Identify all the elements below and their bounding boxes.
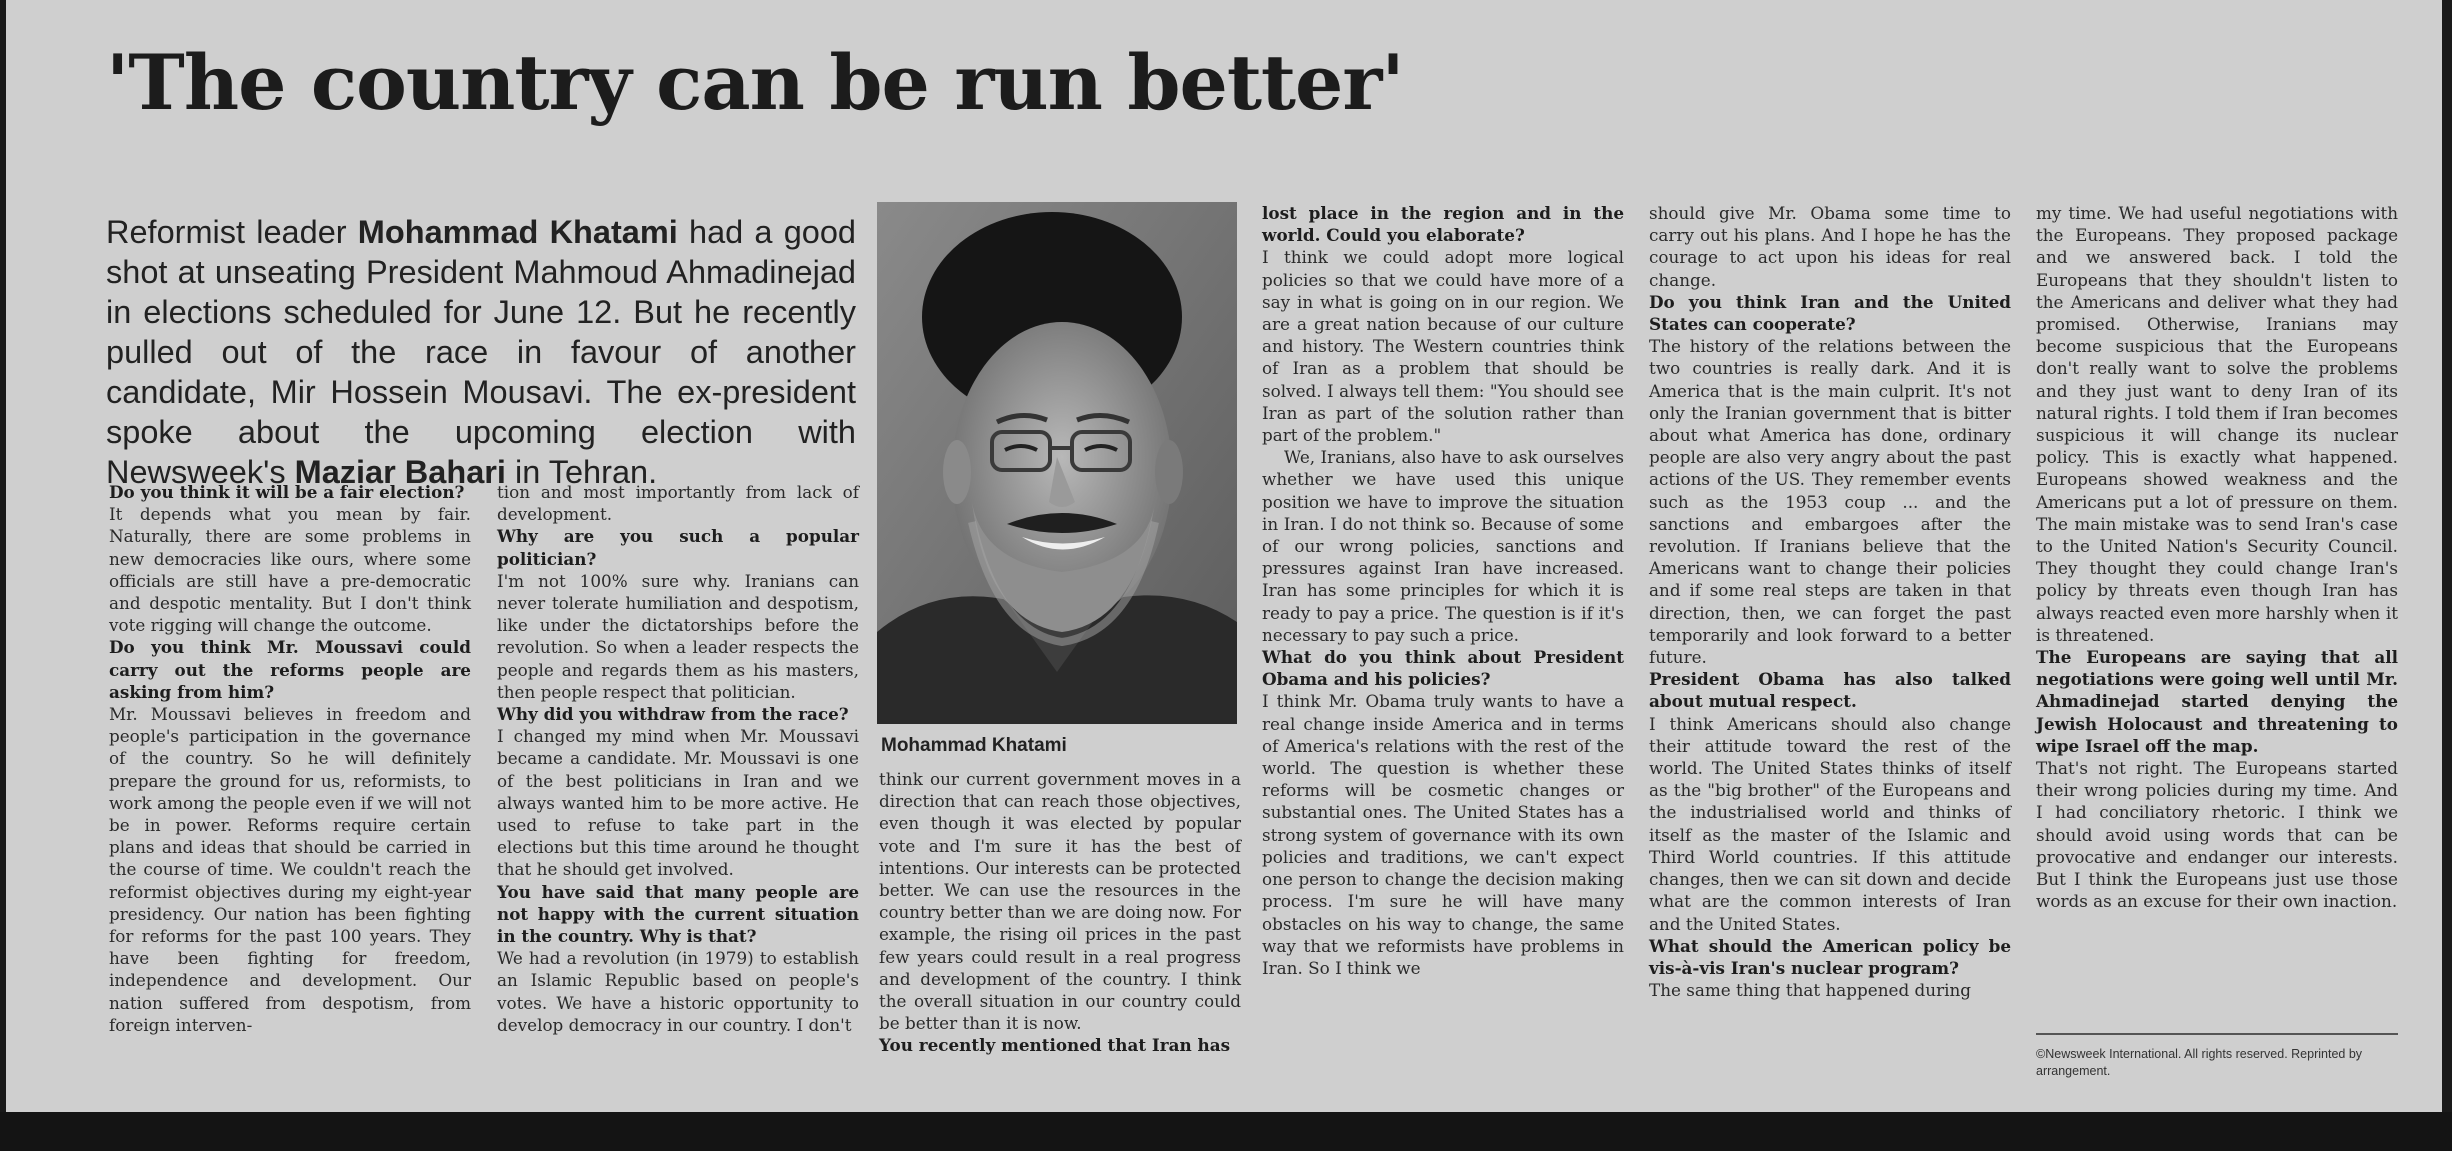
question: lost place in the region and in the world. Could you elaborate? <box>1262 203 1624 246</box>
article-column-3 <box>879 768 1241 1057</box>
intro-paragraph <box>106 212 856 492</box>
answer: I think Mr. Obama truly wants to have a real change inside America and in terms of America's relations with the rest of the world. The question is whether these reforms will be cosmetic changes or substantial ones. The United States has a strong system of governance with its own policies and traditions, we can't expect one person to change the decision making process. I'm sure he will have many obstacles on his way to change, the same way that we reformists have problems in Iran. So I think we <box>1262 691 1624 978</box>
answer: tion and most importantly from lack of development. <box>497 482 859 525</box>
article-column-4 <box>1262 202 1624 979</box>
question: You have said that many people are not happy with the current situation in the country. Why is that? <box>497 881 859 947</box>
article-column-6 <box>2036 202 2398 913</box>
portrait-photo <box>877 202 1237 724</box>
question: Do you think it will be a fair election? <box>109 482 465 502</box>
intro-text: had a good shot at unseating President Mahmoud Ahmadinejad in elections scheduled for June 12. But he recently pulled out of the race in favour of another candidate, Mir Hossein Mousavi. The ex-president spoke about the upcoming election with Newsweek's <box>106 214 856 490</box>
interviewee-name: Mohammad Khatami <box>357 214 678 250</box>
answer: I think we could adopt more logical policies so that we could have more of a say in what is going on in our region. We are a great nation because of our culture and history. The Western countries think of Iran as a problem that should be solved. I always tell them: "You should see Iran as part of the solution rather than part of the problem." <box>1262 247 1624 446</box>
answer: think our current government moves in a direction that can reach those objectives, even though it was elected by popular vote and I'm sure it has the best of intentions. Our interests can be protected better. We can use the resources in the country better than we are doing now. For example, the rising oil prices in the past few years could result in a real progress and development of the country. I think the overall situation in our country could be better than it is now. <box>879 769 1241 1034</box>
newspaper-page <box>6 0 2442 1120</box>
question: Do you think Mr. Moussavi could carry out the reforms people are asking from him? <box>109 637 471 702</box>
answer: It depends what you mean by fair. Naturally, there are some problems in new democracies like ours, where some officials are still have a pre-democratic and despotic mentality. But I don't think vote rigging will change the outcome. <box>109 504 471 636</box>
reporter-name: Maziar Bahari <box>294 454 506 490</box>
intro-text: in Tehran. <box>505 454 658 490</box>
portrait-illustration <box>877 202 1237 724</box>
photo-caption: Mohammad Khatami <box>881 735 1067 756</box>
question: Do you think Iran and the United States can cooperate? <box>1649 291 2011 335</box>
answer: I changed my mind when Mr. Moussavi became a candidate. Mr. Moussavi is one of the best politicians in Iran and we always wanted him to be more active. He used to refuse to take part in the elections but this time around he thought that he should get involved. <box>497 726 859 880</box>
answer: We had a revolution (in 1979) to establish an Islamic Republic based on people's votes. We have a historic opportunity to develop democracy in our country. I don't <box>497 948 859 1035</box>
answer: Mr. Moussavi believes in freedom and people's participation in the governance of the country. So he will definitely prepare the ground for us, reformists, to work among the people even if we will not be in power. Reforms require certain plans and ideas that should be carried in the course of time. We couldn't reach the reformist objectives during my eight-year presidency. Our nation has been fighting for reforms for the past 100 years. They have been fighting for freedom, independence and development. Our nation suffered from despotism, from foreign interven- <box>109 704 471 1035</box>
answer: The history of the relations between the two countries is really dark. And it is America that is the main culprit. It's not only the Iranian government that is bitter about what America has done, ordinary people are also very angry about the past actions of the US. They remember events such as the 1953 coup ... and the sanctions and embargoes after the revolution. If Iranians believe that the Americans want to change their policies and if some real steps are taken in that direction, then, we can forget the past temporarily and look forward to a better future. <box>1649 336 2011 668</box>
copyright-notice: ©Newsweek International. All rights reserved. Reprinted by arrangement. <box>2036 1047 2363 1078</box>
question: You recently mentioned that Iran has <box>879 1035 1231 1056</box>
answer: should give Mr. Obama some time to carry out his plans. And I hope he has the courage to act upon his ideas for real change. <box>1649 203 2011 290</box>
answer: I'm not 100% sure why. Iranians can never tolerate humiliation and despotism, like under the dictatorships before the revolution. So when a leader respects the people and regards them as his masters, then people respect that politician. <box>497 570 859 702</box>
article-column-2 <box>497 481 859 1036</box>
answer: We, Iranians, also have to ask ourselves whether we have used this unique position we have to improve the situation in Iran. I do not think so. Because of some of our wrong policies, sanctions and pressures against Iran have increased. Iran has some principles for which it is ready to pay a price. The question is if it's necessary to pay such a price. <box>1262 447 1624 645</box>
answer: That's not right. The Europeans started their wrong policies during my time. And I had conciliatory rhetoric. I think we should avoid using words that can be provocative and endanger our interests. But I think the Europeans just use those words as an excuse for their own inaction. <box>2036 758 2398 912</box>
answer: The same thing that happened during <box>1649 980 1972 1001</box>
answer: I think Americans should also change their attitude toward the rest of the world. The United States thinks of itself as the "big brother" of the Europeans and the industrialised world and thinks of itself as the master of the Islamic and Third World countries. If this attitude changes, then we can sit down and decide what are the common interests of Iran and the United States. <box>1649 713 2011 934</box>
headline: 'The country can be run better' <box>106 38 1404 127</box>
question: President Obama has also talked about mutual respect. <box>1649 669 2011 712</box>
divider-rule <box>2036 1033 2398 1035</box>
question: Why did you withdraw from the race? <box>497 704 849 725</box>
question: Why are you such a popular politician? <box>497 526 859 569</box>
article-column-5 <box>1649 202 2011 1001</box>
question: What do you think about President Obama and his policies? <box>1262 647 1624 690</box>
question: What should the American policy be vis-à-vis Iran's nuclear program? <box>1649 935 2011 978</box>
question: The Europeans are saying that all negotiations were going well until Mr. Ahmadinejad started denying the Jewish Holocaust and threatening to wipe Israel off the map. <box>2036 647 2398 756</box>
answer: my time. We had useful negotiations with the Europeans. They proposed package and we answered back. I told the Europeans that they shouldn't listen to the Americans and deliver what they had promised. Otherwise, Iranians may become suspicious that the Europeans don't really want to solve the problems and they just want to deny Iran of its natural rights. I told them if Iran becomes suspicious it will change its nuclear policy. This is exactly what happened. Europeans showed weakness and the Americans put a lot of pressure on them. The main mistake was to send Iran's case to the United Nation's Security Council. They thought they could change Iran's policy by threats even though Iran has always reacted even more harshly when it is threatened. <box>2036 203 2398 645</box>
article-column-1 <box>109 481 471 1036</box>
intro-text: Reformist leader <box>106 214 358 250</box>
page-bottom-shadow <box>0 1112 2452 1151</box>
